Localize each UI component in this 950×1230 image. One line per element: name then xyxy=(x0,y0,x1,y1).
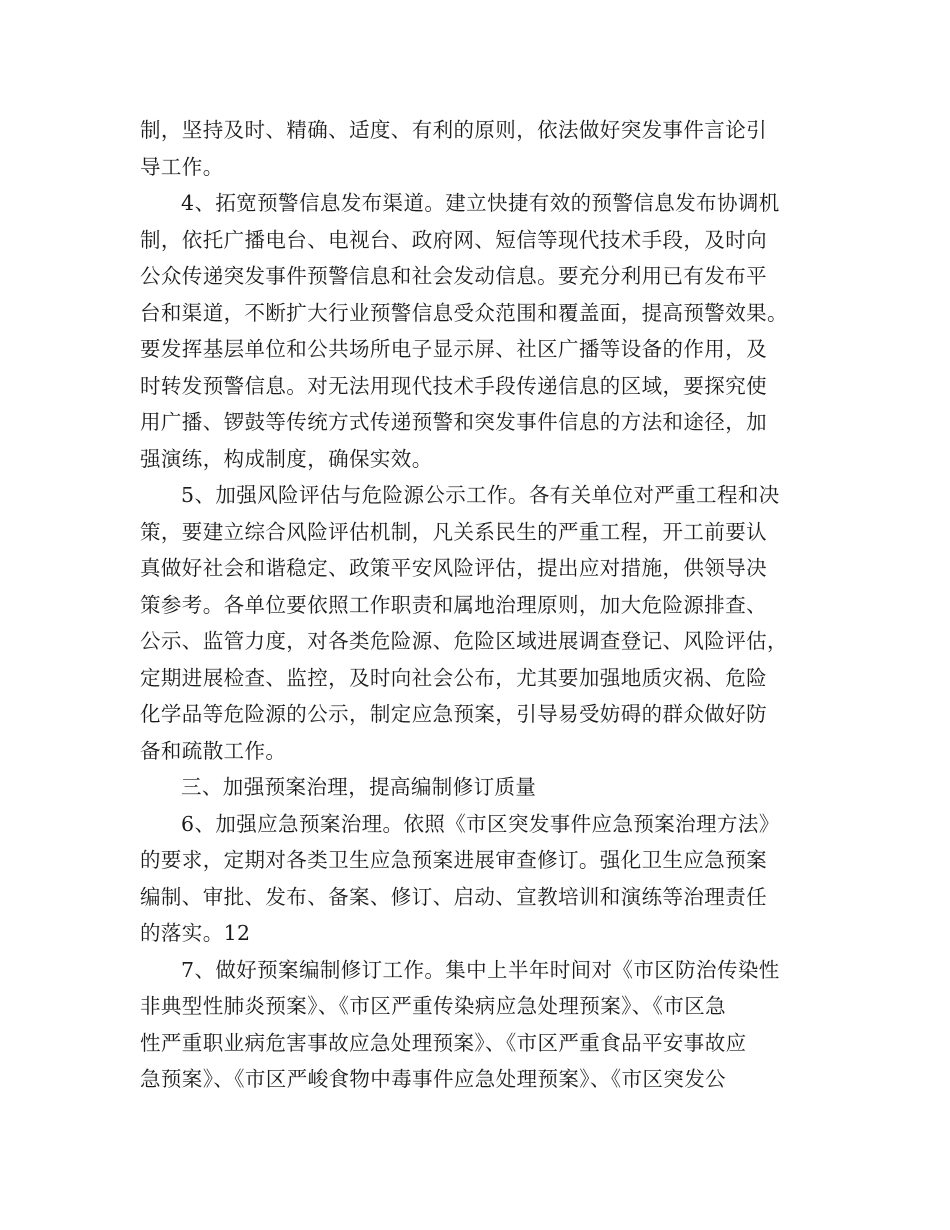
text-line: 定期进展检查、监控，及时向社会公布，尤其要加强地质灾祸、危险 xyxy=(140,665,767,690)
text-line: 台和渠道，不断扩大行业预警信息受众范围和覆盖面，提高预警效果。 xyxy=(140,300,788,325)
text-line: 公示、监管力度，对各类危险源、危险区域进展调查登记、风险评估， xyxy=(140,629,788,653)
text-line: 备和疏散工作。 xyxy=(140,738,287,763)
body-text xyxy=(140,112,820,1098)
text-line: 公众传递突发事件预警信息和社会发动信息。要充分利用已有发布平 xyxy=(140,264,767,288)
text-line: 编制、审批、发布、备案、修订、启动、宣教培训和演练等治理责任 xyxy=(140,884,767,909)
text-line: 急预案》、《市区严峻食物中毒事件应急处理预案》、《市区突发公 xyxy=(140,1067,726,1091)
text-line: 强演练，构成制度，确保实效。 xyxy=(140,446,433,471)
section-heading: 三、加强预案治理，提高编制修订质量 xyxy=(181,775,537,799)
text-line: 性严重职业病危害事故应急处理预案》、《市区严重食品平安事故应 xyxy=(140,1030,747,1055)
paragraph-start-line: 7、做好预案编制修订工作。集中上半年时间对《市区防治传染性 xyxy=(181,957,780,982)
text-line: 非典型性肺炎预案》、《市区严重传染病应急处理预案》、《市区急 xyxy=(140,994,726,1018)
paragraph-start-line: 6、加强应急预案治理。依照《市区突发事件应急预案治理方法》 xyxy=(181,811,780,836)
text-line: 要发挥基层单位和公共场所电子显示屏、社区广播等设备的作用，及 xyxy=(140,337,767,361)
text-line: 时转发预警信息。对无法用现代技术手段传递信息的区域，要探究使 xyxy=(140,373,767,398)
text-line: 化学品等危险源的公示，制定应急预案，引导易受妨碍的群众做好防 xyxy=(140,702,767,726)
text-line: 导工作。 xyxy=(140,154,224,179)
text-line: 策，要建立综合风险评估机制，凡关系民生的严重工程，开工前要认 xyxy=(140,519,767,544)
text-line: 用广播、锣鼓等传统方式传递预警和突发事件信息的方法和途径，加 xyxy=(140,410,767,434)
text-line: 真做好社会和谐稳定、政策平安风险评估，提出应对措施，供领导决 xyxy=(140,556,767,580)
text-line: 制，依托广播电台、电视台、政府网、短信等现代技术手段，及时向 xyxy=(140,227,767,252)
paragraph-start-line: 4、拓宽预警信息发布渠道。建立快捷有效的预警信息发布协调机 xyxy=(181,191,780,215)
text-line: 策参考。各单位要依照工作职责和属地治理原则，加大危险源排查、 xyxy=(140,592,767,617)
paragraph-start-line: 5、加强风险评估与危险源公示工作。各有关单位对严重工程和决 xyxy=(181,483,780,507)
text-line: 的要求，定期对各类卫生应急预案进展审查修订。强化卫生应急预案 xyxy=(140,848,767,872)
text-line: 制，坚持及时、精确、适度、有利的原则，依法做好突发事件言论引 xyxy=(140,118,767,142)
text-line: 的落实。12 xyxy=(140,921,251,945)
